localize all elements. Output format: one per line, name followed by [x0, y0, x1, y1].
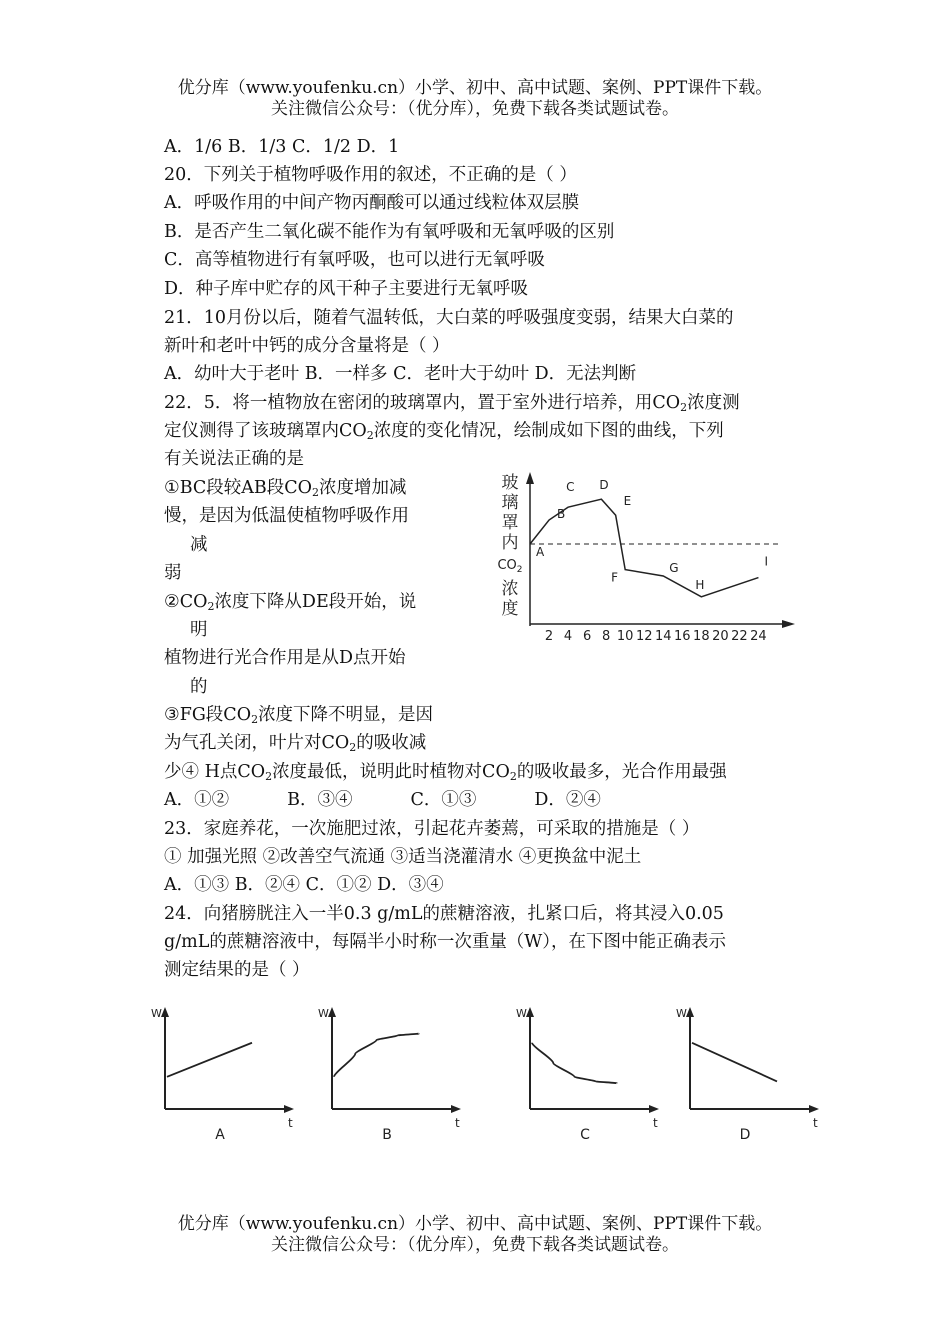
q24-graph-xlabel: t	[813, 1116, 818, 1130]
co2-point-label-B: B	[557, 507, 566, 521]
q22-statement-3: ③FG段$CO_2$浓度下降不明显，是因	[164, 705, 434, 726]
co2-x-tick-labels	[545, 629, 767, 644]
q24-graph-B	[297, 1005, 460, 1145]
co2-x-tick-14: 14	[654, 629, 672, 644]
co2-x-tick-10: 10	[616, 629, 634, 644]
q24-graph-D	[655, 1005, 818, 1145]
q20-option-b: B．是否产生二氧化碳不能作为有氧呼吸和无氧呼吸的区别	[164, 222, 615, 242]
q24-graph-ylabel: W	[516, 1007, 527, 1020]
q24-graph-xlabel: t	[455, 1116, 460, 1130]
q22-statement-2-cont2: 植物进行光合作用是从D点开始	[164, 648, 406, 668]
co2-point-label-A: A	[536, 545, 545, 559]
co2-point-label-F: F	[611, 570, 619, 585]
q22-stem-1: 22．5．将一植物放在密闭的玻璃罩内，置于室外进行培养，用$CO_2$浓度测	[164, 393, 740, 414]
q22-option-b: B．③④	[287, 790, 353, 810]
q24-graph-xlabel: t	[653, 1116, 658, 1130]
q21-stem-2: 新叶和老叶中钙的成分含量将是（ ）	[164, 336, 450, 356]
q24-graph-y-arrow	[686, 1007, 694, 1017]
svg-text:浓: 浓	[501, 579, 519, 599]
co2-x-tick-8: 8	[602, 629, 611, 644]
q24-graph-label: A	[215, 1127, 225, 1143]
q20-option-d: D．种子库中贮存的风干种子主要进行无氧呼吸	[164, 279, 529, 299]
q24-graph-xlabel: t	[288, 1116, 293, 1130]
q24-graph-label: C	[580, 1127, 590, 1143]
co2-point-label-D: D	[599, 478, 609, 493]
q22-stem-2: 定仪测得了该玻璃罩内$CO_2$浓度的变化情况，绘制成如下图的曲线，下列	[164, 421, 724, 442]
q24-graph-y-arrow	[161, 1007, 169, 1017]
q24-graph-y-arrow	[328, 1007, 336, 1017]
q24-graph-ylabel: W	[151, 1007, 162, 1020]
svg-text:CO2: $CO_2$	[497, 558, 523, 575]
q22-option-c: C．①③	[410, 790, 477, 810]
q24-stem-2: g/mL的蔗糖溶液中，每隔半小时称一次重量（W），在下图中能正确表示	[164, 932, 727, 952]
q22-statement-3-cont: 为气孔关闭，叶片对$CO_2$的吸收减	[164, 733, 427, 754]
q19-options: A．1/6 B．1/3 C．1/2 D．1	[164, 137, 400, 157]
co2-point-label-H: H	[695, 577, 705, 592]
q22-statement-4: 少④ H点$CO_2$浓度最低，说明此时植物对$CO_2$的吸收最多，光合作用最强	[164, 762, 727, 783]
co2-x-tick-2: 2	[544, 629, 554, 644]
co2-x-tick-24: 24	[750, 629, 767, 644]
svg-text:玻: 玻	[501, 473, 519, 493]
q24-graph-y-arrow	[526, 1007, 534, 1017]
q24-graph-label: D	[739, 1127, 751, 1143]
co2-concentration-chart	[490, 464, 800, 644]
co2-chart-x-arrow	[782, 620, 795, 628]
q24-graph-curve	[167, 1043, 252, 1077]
q20-stem: 20．下列关于植物呼吸作用的叙述，不正确的是（ ）	[164, 165, 577, 185]
q24-graph-x-arrow	[284, 1105, 294, 1113]
q24-graph-curve	[334, 1034, 419, 1077]
q24-graph-C	[495, 1005, 658, 1145]
q24-stem-3: 测定结果的是（ ）	[164, 960, 310, 980]
co2-point-label-C: C	[566, 480, 575, 495]
q23-stem: 23．家庭养花，一次施肥过浓，引起花卉萎蔫，可采取的措施是（ ）	[164, 819, 700, 839]
svg-text:内: 内	[501, 533, 519, 553]
q21-stem-1: 21．10月份以后，随着气温转低，大白菜的呼吸强度变弱，结果大白菜的	[164, 308, 734, 328]
co2-point-label-E: E	[623, 494, 632, 509]
co2-x-tick-20: 20	[712, 629, 729, 644]
q21-options: A．幼叶大于老叶 B．一样多 C．老叶大于幼叶 D．无法判断	[164, 364, 637, 384]
svg-text:罩: 罩	[501, 513, 519, 533]
co2-point-label-I: I	[764, 554, 768, 569]
header-line-1: 优分库（www.youfenku.cn）小学、初中、高中试题、案例、PPT课件下载。	[177, 78, 773, 98]
q24-graph-x-arrow	[451, 1105, 461, 1113]
q24-stem-1: 24．向猪膀胱注入一半0.3 g/mL的蔗糖溶液，扎紧口后，将其浸入0.05	[164, 904, 724, 924]
co2-chart-ylabel	[497, 473, 522, 619]
q24-graph-ylabel: W	[676, 1007, 687, 1020]
svg-text:度: 度	[501, 599, 519, 619]
q22-statement-2-cont3: 的	[190, 677, 208, 697]
q23-options: A．①③ B．②④ C．①② D．③④	[164, 875, 444, 895]
header-line-2: 关注微信公众号：（优分库），免费下载各类试题试卷。	[271, 99, 679, 119]
q22-stem-3: 有关说法正确的是	[164, 449, 304, 469]
q23-items: ① 加强光照 ②改善空气流通 ③适当浇灌清水 ④更换盆中泥土	[164, 847, 642, 867]
q20-option-c: C．高等植物进行有氧呼吸，也可以进行无氧呼吸	[164, 250, 545, 270]
q24-graph-A	[130, 1005, 293, 1145]
q22-statement-1-cont2: 减	[190, 535, 208, 555]
q22-option-d: D．②④	[534, 790, 601, 810]
footer-line-2: 关注微信公众号：（优分库），免费下载各类试题试卷。	[271, 1235, 679, 1255]
q22-statement-1: ①BC段较AB段$CO_2$浓度增加减	[164, 478, 407, 499]
q22-option-a: A．①②	[164, 790, 230, 810]
q22-statement-2: $②CO_2$浓度下降从DE段开始，说	[164, 592, 417, 613]
co2-x-tick-6: 6	[582, 629, 592, 644]
q24-graph-x-arrow	[809, 1105, 819, 1113]
q24-graph-ylabel: W	[318, 1007, 329, 1020]
q24-graph-curve	[532, 1043, 617, 1083]
co2-x-tick-16: 16	[674, 629, 691, 644]
co2-point-label-G: G	[669, 561, 679, 575]
footer-line-1: 优分库（www.youfenku.cn）小学、初中、高中试题、案例、PPT课件下载。	[177, 1214, 773, 1234]
q22-statement-1-cont3: 弱	[164, 563, 182, 583]
svg-text:璃: 璃	[501, 493, 519, 513]
co2-x-tick-18: 18	[693, 629, 710, 644]
q22-statement-2-cont: 明	[190, 620, 208, 640]
co2-x-tick-4: 4	[563, 629, 573, 644]
co2-chart-y-arrow	[526, 472, 534, 484]
q24-graph-label: B	[382, 1127, 392, 1143]
co2-x-tick-22: 22	[731, 629, 748, 644]
q22-options	[164, 789, 601, 811]
q20-option-a: A．呼吸作用的中间产物丙酮酸可以通过线粒体双层膜	[164, 193, 580, 213]
q24-graph-curve	[692, 1043, 777, 1082]
q22-statement-1-cont: 慢，是因为低温使植物呼吸作用	[164, 506, 409, 526]
co2-x-tick-12: 12	[635, 629, 653, 644]
